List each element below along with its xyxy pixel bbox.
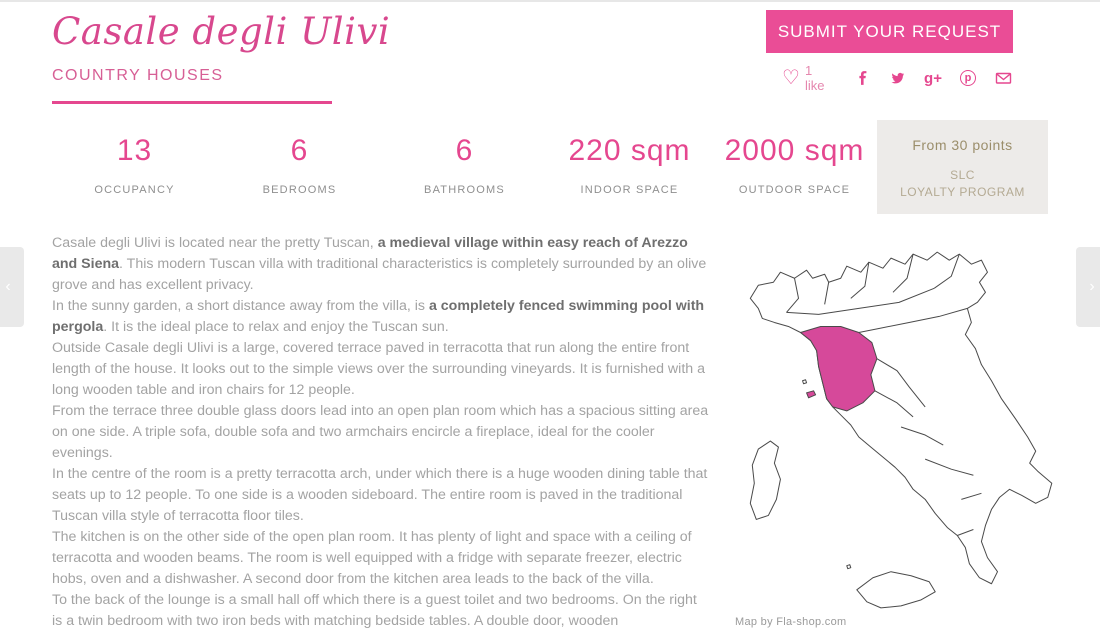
loyalty-program-label: SLC LOYALTY PROGRAM: [900, 168, 1025, 199]
facebook-icon[interactable]: [854, 69, 872, 87]
italy-map[interactable]: [728, 230, 1060, 630]
stat-label: OCCUPANCY: [94, 184, 175, 196]
chevron-left-icon: ‹: [5, 278, 11, 295]
page-title: Casale degli Ulivi: [52, 10, 391, 53]
italy-map-svg: [728, 230, 1060, 630]
share-icons: [854, 69, 1012, 87]
stat-outdoor-space: [712, 120, 877, 214]
description-paragraph: In the centre of the room is a pretty terracotta arch, under which there is a huge wooden dining table that seats up to 12 people. To one side is a wooden sideboard. The entire room is paved in the traditional Tuscan villa style of terracotta floor tiles.: [52, 466, 708, 524]
stats-row: [52, 120, 1048, 214]
stat-indoor-space: [547, 120, 712, 214]
category-label[interactable]: COUNTRY HOUSES: [52, 67, 224, 84]
title-underline: [52, 101, 332, 104]
tuscany-region: [801, 326, 877, 410]
description-paragraph: In the sunny garden, a short distance away from the villa, is a completely fenced swimming pool with pergola. It is the ideal place to relax and enjoy the Tuscan sun.: [52, 298, 705, 335]
stat-bedrooms: [217, 120, 382, 214]
like-button[interactable]: [782, 63, 832, 93]
stat-value: 13: [116, 134, 153, 167]
description-paragraph: The kitchen is on the other side of the open plan room. It has plenty of light and space with a ceiling of terracotta and wooden beams. The room is well equipped with a fridge with separate freezer, electric hobs, oven and a dishwasher. A second door from the kitchen area leads to the back of the villa.: [52, 529, 692, 587]
elba-island: [807, 391, 816, 398]
like-count: 1 like: [804, 63, 825, 93]
property-description: [52, 233, 709, 630]
googleplus-icon[interactable]: g+: [924, 69, 942, 87]
stat-value: 6: [290, 134, 309, 167]
stat-value: 6: [455, 134, 474, 167]
stat-value: 2000 sqm: [724, 134, 865, 167]
social-row: [782, 65, 1012, 91]
chevron-right-icon: ›: [1089, 278, 1095, 295]
submit-request-button[interactable]: SUBMIT YOUR REQUEST: [766, 10, 1013, 53]
prev-arrow-button[interactable]: [0, 247, 24, 327]
description-paragraph: Casale degli Ulivi is located near the pretty Tuscan, a medieval village within easy reach of Arezzo and Siena. This modern Tuscan villa with traditional characteristics is completely surrounded by an olive grove and has excellent privacy.: [52, 235, 707, 293]
stat-label: INDOOR SPACE: [580, 184, 679, 196]
sardinia-island: [750, 441, 780, 519]
description-paragraph: From the terrace three double glass doors lead into an open plan room which has a spacious sitting area on one side. A triple sofa, double sofa and two armchairs encircle a fireplace, ideal for the cooler evenings.: [52, 403, 709, 461]
email-icon[interactable]: [994, 69, 1012, 87]
next-arrow-button[interactable]: [1076, 247, 1100, 327]
stat-bathrooms: [382, 120, 547, 214]
stat-label: BATHROOMS: [424, 184, 505, 196]
loyalty-points: From 30 points: [912, 137, 1013, 153]
loyalty-program-box[interactable]: [877, 120, 1048, 214]
stat-occupancy: [52, 120, 217, 214]
sicily-island: [857, 572, 935, 608]
map-credit[interactable]: Map by Fla-shop.com: [735, 616, 847, 628]
description-paragraph: To the back of the lounge is a small hall off which there is a guest toilet and two bedrooms. On the right is a twin bedroom with two iron beds with matching bedside tables. A double door, wooden: [52, 592, 697, 629]
stat-value: 220 sqm: [568, 134, 691, 167]
stat-label: BEDROOMS: [262, 184, 337, 196]
pinterest-icon[interactable]: p: [959, 69, 977, 87]
heart-icon: ♡: [782, 67, 800, 89]
twitter-icon[interactable]: [889, 69, 907, 87]
stat-label: OUTDOOR SPACE: [738, 184, 851, 196]
description-paragraph: Outside Casale degli Ulivi is a large, covered terrace paved in terracotta that run along the entire front length of the house. It looks out to the simple views over the surrounding vineyards. It is furnished with a long wooden table and iron chairs for 12 people.: [52, 340, 705, 398]
title-block: [52, 10, 390, 104]
